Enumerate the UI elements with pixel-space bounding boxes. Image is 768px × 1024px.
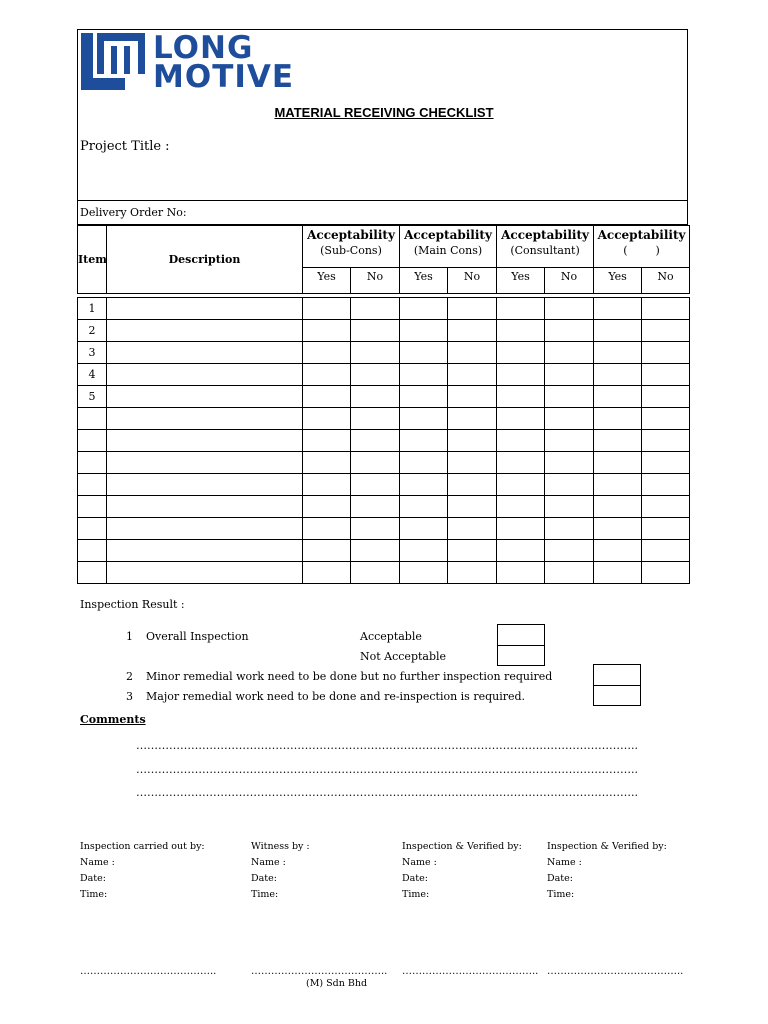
signature-heading: Inspection carried out by: — [80, 841, 205, 852]
no-cell[interactable] — [545, 364, 594, 386]
no-cell[interactable] — [351, 430, 400, 452]
yes-cell[interactable] — [400, 496, 448, 518]
no-cell[interactable] — [545, 408, 594, 430]
acceptability-maincons-header: Acceptability (Main Cons) — [400, 226, 497, 268]
signature-time-label: Time: — [80, 889, 108, 900]
item-number-cell: 3 — [78, 342, 107, 364]
item-header: Item — [78, 226, 107, 294]
no-cell[interactable] — [351, 474, 400, 496]
no-cell[interactable] — [545, 298, 594, 320]
description-cell[interactable] — [107, 562, 303, 584]
table-row — [78, 386, 690, 408]
no-cell[interactable] — [642, 540, 690, 562]
yes-cell[interactable] — [303, 320, 351, 342]
description-cell[interactable] — [107, 496, 303, 518]
yes-cell[interactable] — [594, 540, 642, 562]
yes-header: Yes — [594, 268, 642, 294]
no-cell[interactable] — [642, 496, 690, 518]
item-number-cell — [78, 496, 107, 518]
no-cell[interactable] — [545, 562, 594, 584]
item-number-cell: 5 — [78, 386, 107, 408]
no-cell[interactable] — [545, 474, 594, 496]
table-row — [78, 540, 690, 562]
yes-cell[interactable] — [400, 474, 448, 496]
yes-cell[interactable] — [594, 320, 642, 342]
signature-date-label: Date: — [251, 873, 277, 884]
yes-cell[interactable] — [400, 364, 448, 386]
signature-block-verifier-2 — [547, 839, 667, 903]
inspection-item-1-number: 1 — [126, 630, 133, 643]
yes-header: Yes — [400, 268, 448, 294]
no-cell[interactable] — [448, 364, 497, 386]
logo-text-line2: MOTIVE — [153, 59, 295, 95]
no-cell[interactable] — [545, 518, 594, 540]
yes-cell[interactable] — [594, 364, 642, 386]
yes-cell[interactable] — [497, 562, 545, 584]
yes-cell[interactable] — [303, 430, 351, 452]
minor-remedial-label: Minor remedial work need to be done but no further inspection required — [146, 670, 553, 683]
no-header: No — [545, 268, 594, 294]
yes-cell[interactable] — [594, 518, 642, 540]
signature-date-label: Date: — [547, 873, 573, 884]
table-row — [78, 408, 690, 430]
yes-cell[interactable] — [400, 320, 448, 342]
inspection-item-3-number: 3 — [126, 690, 133, 703]
no-header: No — [448, 268, 497, 294]
no-cell[interactable] — [642, 298, 690, 320]
acceptability-subcons-header: Acceptability (Sub-Cons) — [303, 226, 400, 268]
comment-line[interactable]: ……………………………………………………………………………………………………………………….. — [136, 786, 638, 799]
signature-heading: Inspection & Verified by: — [547, 841, 667, 852]
no-cell[interactable] — [448, 562, 497, 584]
description-cell[interactable] — [107, 320, 303, 342]
yes-cell[interactable] — [594, 298, 642, 320]
item-number-cell: 1 — [78, 298, 107, 320]
signature-name-label: Name : — [251, 857, 286, 868]
description-cell[interactable] — [107, 408, 303, 430]
signature-block-verifier-1 — [402, 839, 522, 903]
description-cell[interactable] — [107, 452, 303, 474]
no-cell[interactable] — [642, 364, 690, 386]
yes-cell[interactable] — [400, 540, 448, 562]
logo-mark-icon — [81, 33, 145, 90]
acceptability-consultant-header: Acceptability (Consultant) — [497, 226, 594, 268]
yes-cell[interactable] — [497, 320, 545, 342]
item-number-cell — [78, 518, 107, 540]
signature-heading: Witness by : — [251, 841, 310, 852]
yes-cell[interactable] — [400, 518, 448, 540]
yes-cell[interactable] — [497, 496, 545, 518]
yes-cell[interactable] — [303, 408, 351, 430]
signature-name-label: Name : — [547, 857, 582, 868]
yes-cell[interactable] — [303, 496, 351, 518]
no-cell[interactable] — [351, 386, 400, 408]
yes-cell[interactable] — [303, 364, 351, 386]
signature-time-label: Time: — [402, 889, 430, 900]
yes-cell[interactable] — [497, 408, 545, 430]
item-number-cell — [78, 430, 107, 452]
no-cell[interactable] — [351, 496, 400, 518]
yes-cell[interactable] — [497, 386, 545, 408]
item-number-cell: 4 — [78, 364, 107, 386]
table-row — [78, 474, 690, 496]
yes-cell[interactable] — [497, 364, 545, 386]
no-cell[interactable] — [351, 298, 400, 320]
signature-block-witness — [251, 839, 310, 903]
yes-cell[interactable] — [594, 430, 642, 452]
item-number-cell — [78, 452, 107, 474]
no-cell[interactable] — [448, 452, 497, 474]
yes-cell[interactable] — [594, 496, 642, 518]
checklist-table — [77, 225, 689, 582]
yes-cell[interactable] — [594, 474, 642, 496]
table-row — [78, 320, 690, 342]
no-cell[interactable] — [351, 408, 400, 430]
not-acceptable-checkbox[interactable] — [497, 645, 545, 666]
signature-date-label: Date: — [80, 873, 106, 884]
company-logo — [81, 30, 326, 95]
delivery-order-label: Delivery Order No: — [80, 206, 187, 219]
no-cell[interactable] — [351, 320, 400, 342]
yes-cell[interactable] — [303, 474, 351, 496]
no-cell[interactable] — [642, 452, 690, 474]
signature-date-label: Date: — [402, 873, 428, 884]
yes-cell[interactable] — [303, 518, 351, 540]
no-cell[interactable] — [351, 540, 400, 562]
yes-cell[interactable] — [303, 386, 351, 408]
yes-cell[interactable] — [303, 342, 351, 364]
footer-company: (M) Sdn Bhd — [306, 978, 368, 989]
no-cell[interactable] — [642, 430, 690, 452]
description-header: Description — [107, 226, 303, 294]
overall-inspection-label: Overall Inspection — [146, 630, 249, 643]
comment-line[interactable]: ……………………………………………………………………………………………………………………….. — [136, 739, 638, 752]
yes-cell[interactable] — [594, 452, 642, 474]
no-cell[interactable] — [642, 342, 690, 364]
inspection-item-2-number: 2 — [126, 670, 133, 683]
yes-cell[interactable] — [594, 408, 642, 430]
acceptable-label: Acceptable — [360, 630, 422, 643]
table-row — [78, 452, 690, 474]
acceptable-checkbox[interactable] — [497, 624, 545, 646]
signature-block-inspector — [80, 839, 205, 903]
yes-cell[interactable] — [400, 386, 448, 408]
description-cell[interactable] — [107, 540, 303, 562]
signature-name-label: Name : — [402, 857, 437, 868]
yes-cell[interactable] — [497, 298, 545, 320]
signature-line[interactable]: ………………………………….. — [402, 966, 539, 977]
no-cell[interactable] — [545, 496, 594, 518]
no-cell[interactable] — [448, 474, 497, 496]
no-cell[interactable] — [642, 562, 690, 584]
table-row — [78, 342, 690, 364]
yes-header: Yes — [303, 268, 351, 294]
yes-cell[interactable] — [594, 562, 642, 584]
yes-cell[interactable] — [303, 452, 351, 474]
acceptability-other-header: Acceptability ( ) — [594, 226, 690, 268]
no-cell[interactable] — [545, 430, 594, 452]
yes-cell[interactable] — [303, 562, 351, 584]
no-cell[interactable] — [351, 364, 400, 386]
major-remedial-checkbox[interactable] — [593, 685, 641, 706]
yes-cell[interactable] — [400, 452, 448, 474]
no-cell[interactable] — [545, 540, 594, 562]
logo-text-line1: LONG — [153, 30, 254, 66]
yes-cell[interactable] — [400, 430, 448, 452]
inspection-result-label: Inspection Result : — [80, 598, 185, 611]
no-cell[interactable] — [642, 408, 690, 430]
item-number-cell — [78, 540, 107, 562]
yes-cell[interactable] — [497, 452, 545, 474]
signature-time-label: Time: — [251, 889, 279, 900]
table-row — [78, 518, 690, 540]
no-header: No — [642, 268, 690, 294]
project-title-label: Project Title : — [80, 139, 170, 154]
no-cell[interactable] — [351, 518, 400, 540]
no-cell[interactable] — [642, 474, 690, 496]
comment-line[interactable]: ……………………………………………………………………………………………………………………….. — [136, 763, 638, 776]
signature-time-label: Time: — [547, 889, 575, 900]
signature-line[interactable]: ………………………………….. — [251, 966, 388, 977]
signature-line[interactable]: ………………………………….. — [547, 966, 684, 977]
signature-heading: Inspection & Verified by: — [402, 841, 522, 852]
yes-cell[interactable] — [303, 298, 351, 320]
no-header: No — [351, 268, 400, 294]
no-cell[interactable] — [642, 386, 690, 408]
table-row — [78, 298, 690, 320]
item-number-cell — [78, 408, 107, 430]
no-cell[interactable] — [448, 298, 497, 320]
not-acceptable-label: Not Acceptable — [360, 650, 447, 663]
major-remedial-label: Major remedial work need to be done and re-inspection is required. — [146, 690, 526, 703]
table-row — [78, 562, 690, 584]
description-cell[interactable] — [107, 474, 303, 496]
yes-cell[interactable] — [400, 342, 448, 364]
no-cell[interactable] — [448, 408, 497, 430]
no-cell[interactable] — [545, 320, 594, 342]
no-cell[interactable] — [351, 342, 400, 364]
no-cell[interactable] — [448, 496, 497, 518]
yes-cell[interactable] — [594, 386, 642, 408]
no-cell[interactable] — [351, 562, 400, 584]
no-cell[interactable] — [351, 452, 400, 474]
yes-cell[interactable] — [400, 298, 448, 320]
table-row — [78, 496, 690, 518]
yes-cell[interactable] — [594, 342, 642, 364]
yes-cell[interactable] — [400, 408, 448, 430]
item-number-cell: 2 — [78, 320, 107, 342]
no-cell[interactable] — [448, 518, 497, 540]
signature-name-label: Name : — [80, 857, 115, 868]
no-cell[interactable] — [545, 452, 594, 474]
yes-cell[interactable] — [497, 474, 545, 496]
table-row — [78, 364, 690, 386]
yes-cell[interactable] — [497, 342, 545, 364]
yes-cell[interactable] — [497, 518, 545, 540]
no-cell[interactable] — [448, 386, 497, 408]
no-cell[interactable] — [448, 320, 497, 342]
no-cell[interactable] — [642, 518, 690, 540]
no-cell[interactable] — [448, 342, 497, 364]
no-cell[interactable] — [545, 386, 594, 408]
no-cell[interactable] — [642, 320, 690, 342]
description-cell[interactable] — [107, 364, 303, 386]
item-number-cell — [78, 474, 107, 496]
yes-cell[interactable] — [400, 562, 448, 584]
minor-remedial-checkbox[interactable] — [593, 664, 641, 686]
comments-label: Comments — [80, 713, 146, 726]
yes-cell[interactable] — [497, 430, 545, 452]
description-cell[interactable] — [107, 430, 303, 452]
no-cell[interactable] — [545, 342, 594, 364]
table-row — [78, 430, 690, 452]
description-cell[interactable] — [107, 386, 303, 408]
yes-header: Yes — [497, 268, 545, 294]
yes-cell[interactable] — [303, 540, 351, 562]
description-cell[interactable] — [107, 298, 303, 320]
description-cell[interactable] — [107, 342, 303, 364]
document-title: MATERIAL RECEIVING CHECKLIST — [274, 105, 494, 120]
no-cell[interactable] — [448, 540, 497, 562]
description-cell[interactable] — [107, 518, 303, 540]
signature-line[interactable]: ………………………………….. — [80, 966, 217, 977]
yes-cell[interactable] — [497, 540, 545, 562]
item-number-cell — [78, 562, 107, 584]
no-cell[interactable] — [448, 430, 497, 452]
